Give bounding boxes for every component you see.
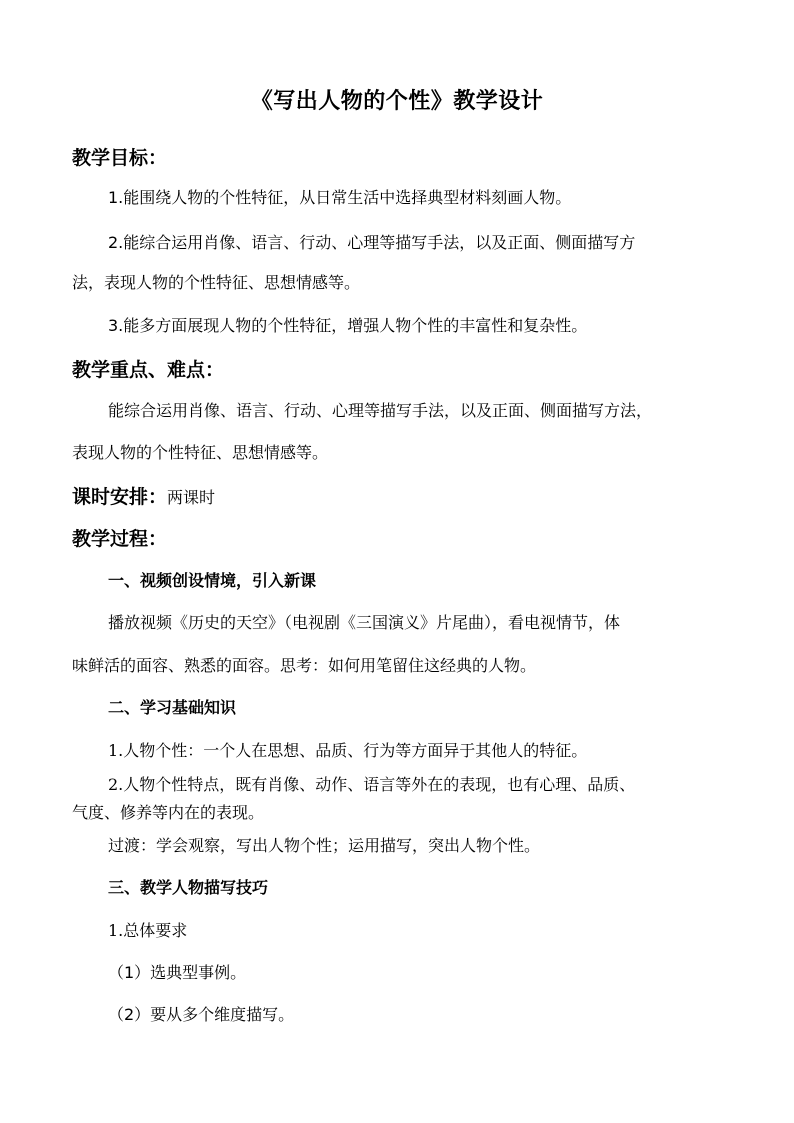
document-title: 《写出人物的个性》教学设计: [250, 89, 544, 114]
section2-line-4: 过渡：学会观察，写出人物个性；运用描写，突出人物个性。: [108, 836, 541, 855]
goal-item-2-cont: 法，表现人物的个性特征、思想情感等。: [72, 273, 361, 292]
section1-line-2: 味鲜活的面容、熟悉的面容。思考：如何用笔留住这经典的人物。: [72, 656, 537, 675]
section2-line-1: 1.人物个性：一个人在思想、品质、行为等方面异于其他人的特征。: [108, 741, 588, 760]
schedule-value: 两课时: [167, 488, 216, 507]
section1-heading: 一、视频创设情境，引入新课: [108, 571, 317, 590]
section2-heading: 二、学习基础知识: [108, 698, 237, 717]
section3-line-3: （2）要从多个维度描写。: [108, 1005, 295, 1024]
goal-item-1: 1.能围绕人物的个性特征，从日常生活中选择典型材料刻画人物。: [108, 188, 572, 207]
section3-line-1: 1.总体要求: [108, 921, 188, 940]
schedule-heading: 课时安排：: [72, 486, 168, 508]
section2-line-2: 2.人物个性特点，既有肖像、动作、语言等外在的表现，也有心理、品质、: [108, 775, 636, 794]
section3-heading: 三、教学人物描写技巧: [108, 878, 269, 897]
key-line-1: 能综合运用肖像、语言、行动、心理等描写手法，以及正面、侧面描写方法，: [108, 401, 653, 420]
goals-heading: 教学目标：: [72, 147, 168, 169]
goal-item-3: 3.能多方面展现人物的个性特征，增强人物个性的丰富性和复杂性。: [108, 316, 588, 335]
key-heading: 教学重点、难点：: [72, 359, 225, 381]
key-line-2: 表现人物的个性特征、思想情感等。: [72, 443, 329, 462]
section3-line-2: （1）选典型事例。: [108, 963, 247, 982]
section2-line-3: 气度、修养等内在的表现。: [72, 803, 265, 822]
goal-item-2: 2.能综合运用肖像、语言、行动、心理等描写手法，以及正面、侧面描写方: [108, 233, 636, 252]
schedule-row: [72, 482, 215, 509]
section1-line-1: 播放视频《历史的天空》（电视剧《三国演义》片尾曲），看电视情节，体: [108, 613, 621, 632]
process-heading: 教学过程：: [72, 528, 168, 550]
